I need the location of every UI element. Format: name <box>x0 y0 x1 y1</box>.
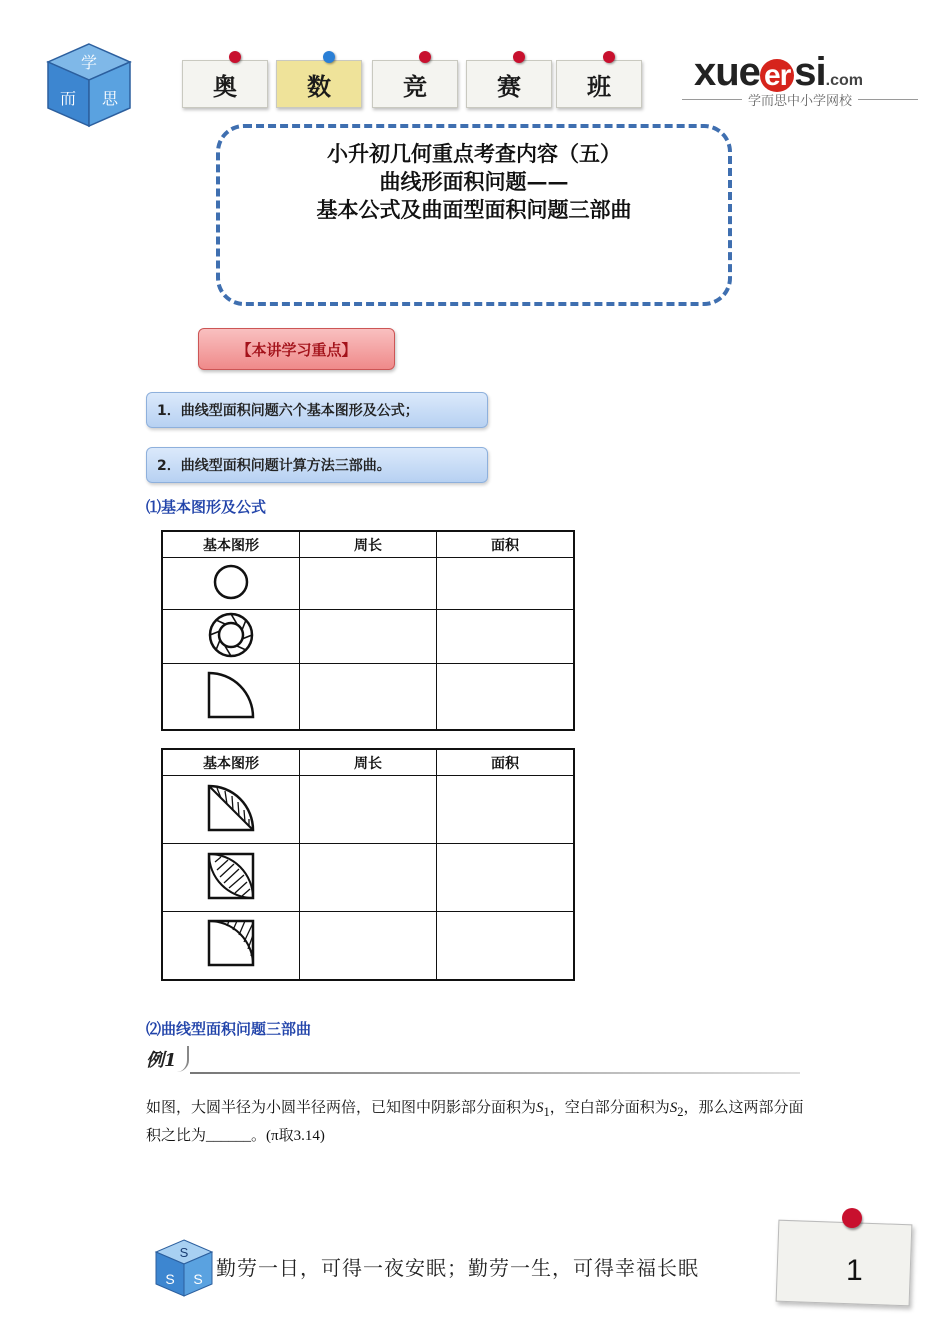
area-cell <box>437 664 575 730</box>
section-1-heading: ⑴基本图形及公式 <box>146 498 267 516</box>
cube-char-3: S <box>193 1271 203 1287</box>
perimeter-cell <box>300 844 437 912</box>
problem-text-c: ，那么这两部分面积之比为______。(π取3.14) <box>146 1100 804 1144</box>
tab-ban <box>556 60 642 108</box>
title-line-3: 基本公式及曲面型面积问题三部曲 <box>316 197 632 222</box>
pin-icon <box>419 51 431 63</box>
formula-table-2 <box>161 748 575 981</box>
table-header: 基本图形 <box>162 749 300 776</box>
table-row <box>162 912 574 980</box>
problem-text-b: ，空白部分面积为 <box>549 1100 670 1116</box>
section-2-heading: ⑵曲线型面积问题三部曲 <box>146 1020 312 1038</box>
table-header: 基本图形 <box>162 531 300 558</box>
perimeter-cell <box>300 558 437 610</box>
tab-label: 竞 <box>403 72 427 101</box>
area-cell <box>437 610 575 664</box>
leaf-icon <box>203 848 259 904</box>
segment-icon <box>203 780 259 836</box>
table-row <box>162 664 574 730</box>
brand-suffix: .com <box>825 72 863 89</box>
table-row <box>162 844 574 912</box>
square-minus-quarter-icon <box>203 915 259 971</box>
formula-table-1 <box>161 530 575 731</box>
pin-icon <box>513 51 525 63</box>
page-number-card <box>776 1220 913 1307</box>
brand-logo <box>694 50 863 95</box>
brand-pre: xue <box>694 50 760 94</box>
logo-char-2: 而 <box>59 89 77 108</box>
table-header: 周长 <box>300 531 437 558</box>
cube-char-2: S <box>165 1271 175 1287</box>
brand-mid: er <box>760 59 794 92</box>
pin-icon <box>323 51 335 63</box>
area-cell <box>437 912 575 980</box>
tab-label: 赛 <box>497 72 521 101</box>
problem-text-a: 如图，大圆半径为小圆半径两倍，已知图中阴影部分面积为 <box>146 1100 537 1116</box>
perimeter-cell <box>300 776 437 844</box>
quarter-circle-icon <box>203 667 259 721</box>
table-header: 面积 <box>437 531 575 558</box>
tab-label: 班 <box>587 72 611 101</box>
title-line-1: 小升初几何重点考查内容（五） <box>327 141 621 166</box>
tab-label: 奥 <box>213 72 237 101</box>
page-title <box>216 140 732 224</box>
cube-char-1: S <box>179 1245 189 1260</box>
tab-label: 数 <box>307 72 331 101</box>
perimeter-cell <box>300 664 437 730</box>
key-point-1: 1．曲线型面积问题六个基本图形及公式； <box>146 392 488 428</box>
title-line-2: 曲线形面积问题—— <box>379 169 569 194</box>
tab-sai <box>466 60 552 108</box>
table-row <box>162 558 574 610</box>
brand-post: si <box>794 50 826 94</box>
table-row <box>162 610 574 664</box>
s2-subscript: 2 <box>677 1105 684 1119</box>
logo-char-1: 学 <box>80 53 98 72</box>
xueersi-cube-logo <box>44 40 134 130</box>
s1-subscript: 1 <box>543 1105 550 1119</box>
area-cell <box>437 844 575 912</box>
area-cell <box>437 776 575 844</box>
tab-jing <box>372 60 458 108</box>
ring-icon <box>207 611 255 659</box>
example-badge: 例1 <box>146 1046 189 1072</box>
tab-ao <box>182 60 268 108</box>
pin-icon <box>842 1208 862 1228</box>
perimeter-cell <box>300 912 437 980</box>
s1-symbol: S <box>536 1100 544 1116</box>
pin-icon <box>229 51 241 63</box>
page-number: 1 <box>846 1254 863 1287</box>
brand-subtitle <box>682 90 918 109</box>
footer-motto: 勤劳一日，可得一夜安眠；勤劳一生，可得幸福长眠 <box>216 1256 699 1280</box>
key-point-2: 2．曲线型面积问题计算方法三部曲。 <box>146 447 488 483</box>
key-points-label: 【本讲学习重点】 <box>198 328 395 370</box>
table-header: 面积 <box>437 749 575 776</box>
logo-char-3: 思 <box>101 89 119 108</box>
table-header: 周长 <box>300 749 437 776</box>
table-row <box>162 776 574 844</box>
footer-cube-logo <box>154 1238 214 1298</box>
brand-subtitle-text: 学而思中小学网校 <box>748 94 853 109</box>
example-divider <box>190 1072 800 1074</box>
circle-icon <box>211 562 251 602</box>
pin-icon <box>603 51 615 63</box>
area-cell <box>437 558 575 610</box>
perimeter-cell <box>300 610 437 664</box>
s2-symbol: S <box>669 1100 678 1116</box>
example-problem-text <box>146 1096 816 1148</box>
tab-shu <box>276 60 362 108</box>
